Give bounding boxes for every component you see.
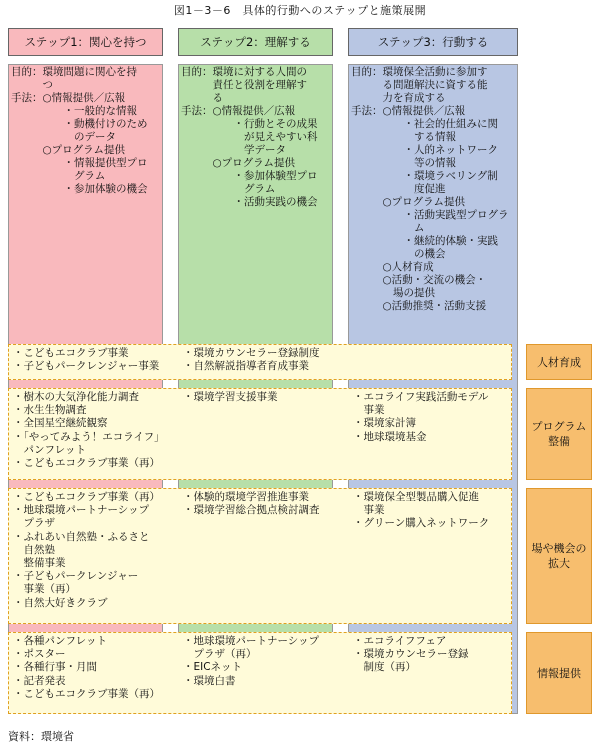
step2-description <box>178 66 333 209</box>
step1-line: グラム <box>11 170 106 182</box>
band-item: ・子どもパークレンジャー <box>13 570 139 583</box>
band-item: ・環境白書 <box>183 674 236 687</box>
step2-line: グラム <box>181 183 276 195</box>
tag-human-resources: 人材育成 <box>526 344 592 380</box>
band-item: ・記者発表 <box>13 674 66 687</box>
band-item: ・環境学習支援事業 <box>183 391 278 403</box>
step2-line: る <box>181 92 223 104</box>
band-item: ・全国星空継続観察 <box>13 417 108 430</box>
band-item: ・環境カウンセラー登録 <box>353 648 469 661</box>
band-program-development <box>8 388 512 480</box>
band-item: ・自然大好きクラブ <box>13 596 108 609</box>
band-item: 事業 <box>353 504 385 517</box>
step2-line: ・行動とその成果 <box>181 118 318 130</box>
step3-line: 目的：環境保全活動に参加す <box>351 66 488 78</box>
band-item: ・環境家計簿 <box>353 417 416 430</box>
step2-line: ・参加体験型プロ <box>181 170 318 182</box>
band-item: ・エコライフフェア <box>353 635 447 647</box>
band-item: ・ふれあい自然塾・ふるさと <box>13 530 150 543</box>
step2-line: 手法：○情報提供／広報 <box>181 105 296 117</box>
band-item: ・EICネット <box>183 661 243 674</box>
band-column <box>353 635 469 675</box>
step1-line: つ <box>11 79 53 91</box>
step3-line: 度促進 <box>351 183 446 195</box>
band-item: ・こどもエコクラブ事業（再） <box>13 491 160 503</box>
step3-line: ○人材育成 <box>351 261 434 273</box>
step3-line: 力を育成する <box>351 92 446 104</box>
step1-header: ステップ1：関心を持つ <box>8 28 163 56</box>
step2-header: ステップ2：理解する <box>178 28 333 56</box>
tag-information-provision: 情報提供 <box>526 632 592 714</box>
band-item: ・ポスター <box>13 648 66 661</box>
step1-line: ・一般的な情報 <box>11 105 137 117</box>
band-item: 事業 <box>353 404 385 417</box>
step3-line: る問題解決に資する能 <box>351 79 488 91</box>
tag-opportunity-expansion: 場や機会の 拡大 <box>526 488 592 624</box>
step3-line: 手法：○情報提供／広報 <box>351 105 466 117</box>
band-information-provision <box>8 632 512 714</box>
step1-line: のデータ <box>11 131 116 143</box>
step2-line: 責任と役割を理解す <box>181 79 307 91</box>
step3-line: の機会 <box>351 248 446 260</box>
band-item: ・地球環境パートナーシップ <box>183 635 320 647</box>
step3-line: ・社会的仕組みに関 <box>351 118 498 130</box>
figure-title: 図1－3－6 具体的行動へのステップと施策展開 <box>173 4 427 17</box>
band-item: ・水生生物調査 <box>13 404 87 417</box>
step1-description <box>8 66 163 196</box>
step3-line: 場の提供 <box>351 287 435 299</box>
step3-line: ・人的ネットワーク <box>351 144 498 156</box>
step3-line: ム <box>351 222 425 234</box>
band-item: ・グリーン購入ネットワーク <box>353 517 490 530</box>
band-item: ・地球環境パートナーシップ <box>13 504 150 517</box>
band-item: ・こどもエコクラブ事業 <box>13 347 129 359</box>
band-column <box>13 635 160 701</box>
band-item: ・環境カウンセラー登録制度 <box>183 347 320 359</box>
band-column <box>13 391 165 470</box>
step3-line: する情報 <box>351 131 456 143</box>
step3-line: ○プログラム提供 <box>351 196 466 208</box>
band-item: ・子どもパークレンジャー事業 <box>13 360 160 373</box>
step3-line: ・継続的体験・実践 <box>351 235 498 247</box>
band-column <box>183 635 319 688</box>
band-column <box>183 391 278 404</box>
step3-line: ・環境ラベリング制 <box>351 170 498 182</box>
tag-program-development: プログラム 整備 <box>526 388 592 480</box>
band-column <box>13 491 160 610</box>
band-opportunity-expansion <box>8 488 512 624</box>
step3-description <box>348 66 518 313</box>
band-item: ・体験的環境学習推進事業 <box>183 491 309 503</box>
step1-line: 目的：環境問題に関心を持 <box>11 66 137 78</box>
band-column <box>353 491 489 531</box>
band-item: パンフレット <box>13 443 86 456</box>
step2-line: 学データ <box>181 144 286 156</box>
step2-line: ・活動実践の機会 <box>181 196 318 208</box>
source-note: 資料：環境省 <box>8 730 74 743</box>
step1-line: 手法：○情報提供／広報 <box>11 92 126 104</box>
band-item: ・各種パンフレット <box>13 635 107 647</box>
band-column <box>183 491 320 517</box>
band-item: ・「やってみよう！エコライフ」 <box>13 430 165 443</box>
band-item: ・エコライフ実践活動モデル <box>353 391 489 403</box>
band-item: 自然塾 <box>13 543 55 556</box>
step2-line: ○プログラム提供 <box>181 157 296 169</box>
step3-line: 等の情報 <box>351 157 456 169</box>
band-item: ・地球環境基金 <box>353 430 427 443</box>
band-item: ・各種行事・月間 <box>13 661 97 674</box>
step2-line: が見えやすい科 <box>181 131 318 143</box>
band-item: 制度（再） <box>353 661 416 674</box>
step1-line: ・参加体験の機会 <box>11 183 148 195</box>
band-column <box>183 347 320 373</box>
step2-line: 目的：環境に対する人間の <box>181 66 307 78</box>
band-item: ・こどもエコクラブ事業（再） <box>13 687 160 700</box>
step1-line: ○プログラム提供 <box>11 144 126 156</box>
band-column <box>353 391 488 444</box>
band-item: ・環境学習総合拠点検討調査 <box>183 504 320 517</box>
band-item: ・こどもエコクラブ事業（再） <box>13 457 160 470</box>
band-item: プラザ（再） <box>183 648 257 661</box>
band-item: ・樹木の大気浄化能力調査 <box>13 391 139 403</box>
band-item: プラザ <box>13 517 55 530</box>
band-column <box>13 347 159 373</box>
band-item: 事業（再） <box>13 583 76 596</box>
band-item: ・自然解説指導者育成事業 <box>183 360 309 373</box>
band-item: 整備事業 <box>13 557 66 570</box>
step1-line: ・動機付けのため <box>11 118 148 130</box>
step1-line: ・情報提供型プロ <box>11 157 148 169</box>
step3-header: ステップ3：行動する <box>348 28 518 56</box>
band-human-resources <box>8 344 512 380</box>
step3-line: ・活動実践型プログラ <box>351 209 509 221</box>
step3-line: ○活動・交流の機会・ <box>351 274 487 286</box>
step3-line: ○活動推奨・活動支援 <box>351 300 487 312</box>
band-item: ・環境保全型製品購入促進 <box>353 491 479 503</box>
